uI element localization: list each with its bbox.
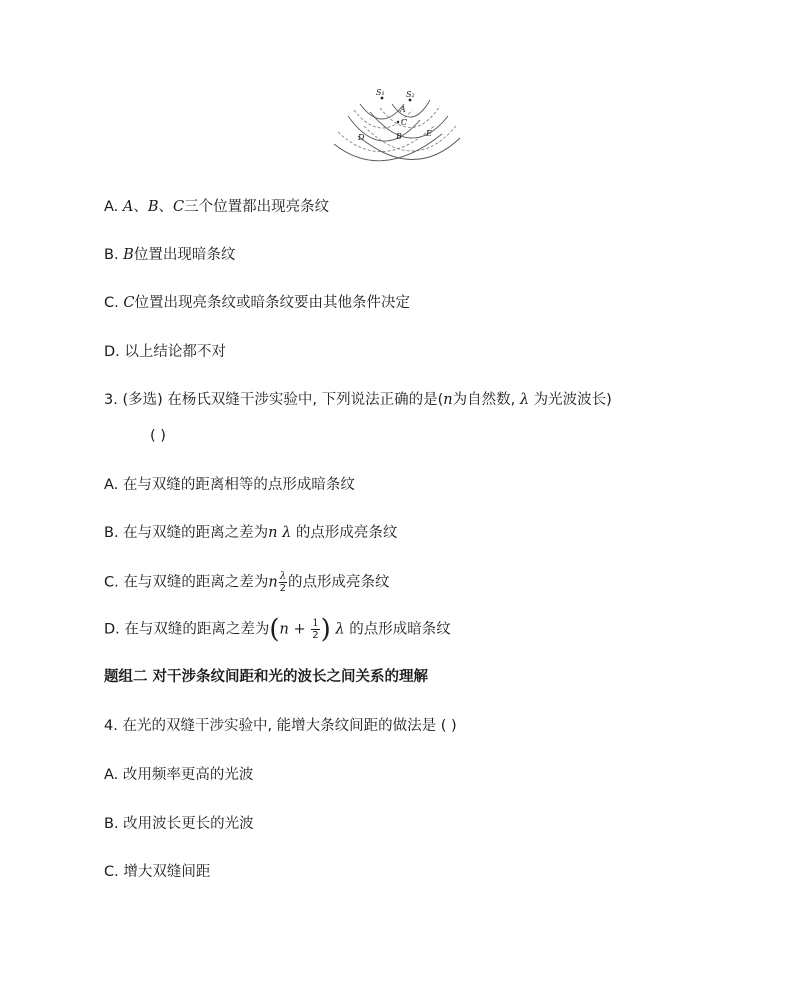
section-heading: 题组二 对干涉条纹间距和光的波长之间关系的理解 bbox=[104, 669, 429, 685]
wavefront-s1-solid-3 bbox=[334, 134, 442, 161]
q4-option-c: C. 增大双缝间距 bbox=[104, 864, 211, 880]
q4-option-b: B. 改用波长更长的光波 bbox=[104, 816, 254, 832]
label-c: C bbox=[401, 118, 408, 127]
q4-option-a: A. 改用频率更高的光波 bbox=[104, 767, 254, 783]
wavefront-s2-solid-3 bbox=[358, 136, 460, 160]
source-s1-dot bbox=[381, 97, 384, 100]
q2-option-d: D. 以上结论都不对 bbox=[104, 344, 226, 360]
label-s2: S₂ bbox=[406, 90, 415, 99]
q2-option-c: C. C位置出现亮条纹或暗条纹要由其他条件决定 bbox=[104, 295, 410, 311]
label-a: A bbox=[400, 105, 406, 114]
label-b: B bbox=[396, 132, 402, 141]
q3-option-c: C. 在与双缝的距离之差为n $\frac{\lambda}{2}$ 的点形成亮条纹 bbox=[104, 571, 390, 594]
label-s1: S₁ bbox=[376, 88, 385, 97]
source-s2-dot bbox=[409, 99, 412, 102]
q2-option-a: A. A、B、C三个位置都出现亮条纹 bbox=[104, 199, 330, 215]
q3-option-d: D. 在与双缝的距离之差为(n + $\frac{1}{2}$ ) λ 的点形成暗条纹 bbox=[104, 614, 451, 645]
wavefront-s1-solid-1 bbox=[360, 104, 404, 119]
wavefront-s2-solid-2 bbox=[370, 112, 448, 138]
q3-stem: 3. (多选) 在杨氏双缝干涉实验中, 下列说法正确的是(n为自然数, λ 为光波波长) bbox=[104, 392, 612, 408]
q2-option-b: B. B位置出现暗条纹 bbox=[104, 247, 236, 263]
point-c-dot bbox=[397, 121, 399, 123]
q3-answer-blank: ( ) bbox=[150, 428, 166, 444]
wavefront-s1-dashed-2 bbox=[338, 126, 434, 152]
label-e: E bbox=[426, 129, 432, 138]
fraction-lambda-over-2: $\frac{\lambda}{2}$ bbox=[279, 571, 287, 594]
q3-option-a: A. 在与双缝的距离相等的点形成暗条纹 bbox=[104, 477, 355, 493]
wavefront-s2-solid-1 bbox=[392, 100, 430, 117]
q3-option-b: B. 在与双缝的距离之差为n λ 的点形成亮条纹 bbox=[104, 525, 398, 541]
q4-stem: 4. 在光的双缝干涉实验中, 能增大条纹间距的做法是 ( ) bbox=[104, 718, 457, 734]
label-d: D bbox=[358, 133, 365, 142]
fraction-one-half: $\frac{1}{2}$ bbox=[312, 618, 319, 641]
interference-diagram bbox=[330, 86, 464, 172]
